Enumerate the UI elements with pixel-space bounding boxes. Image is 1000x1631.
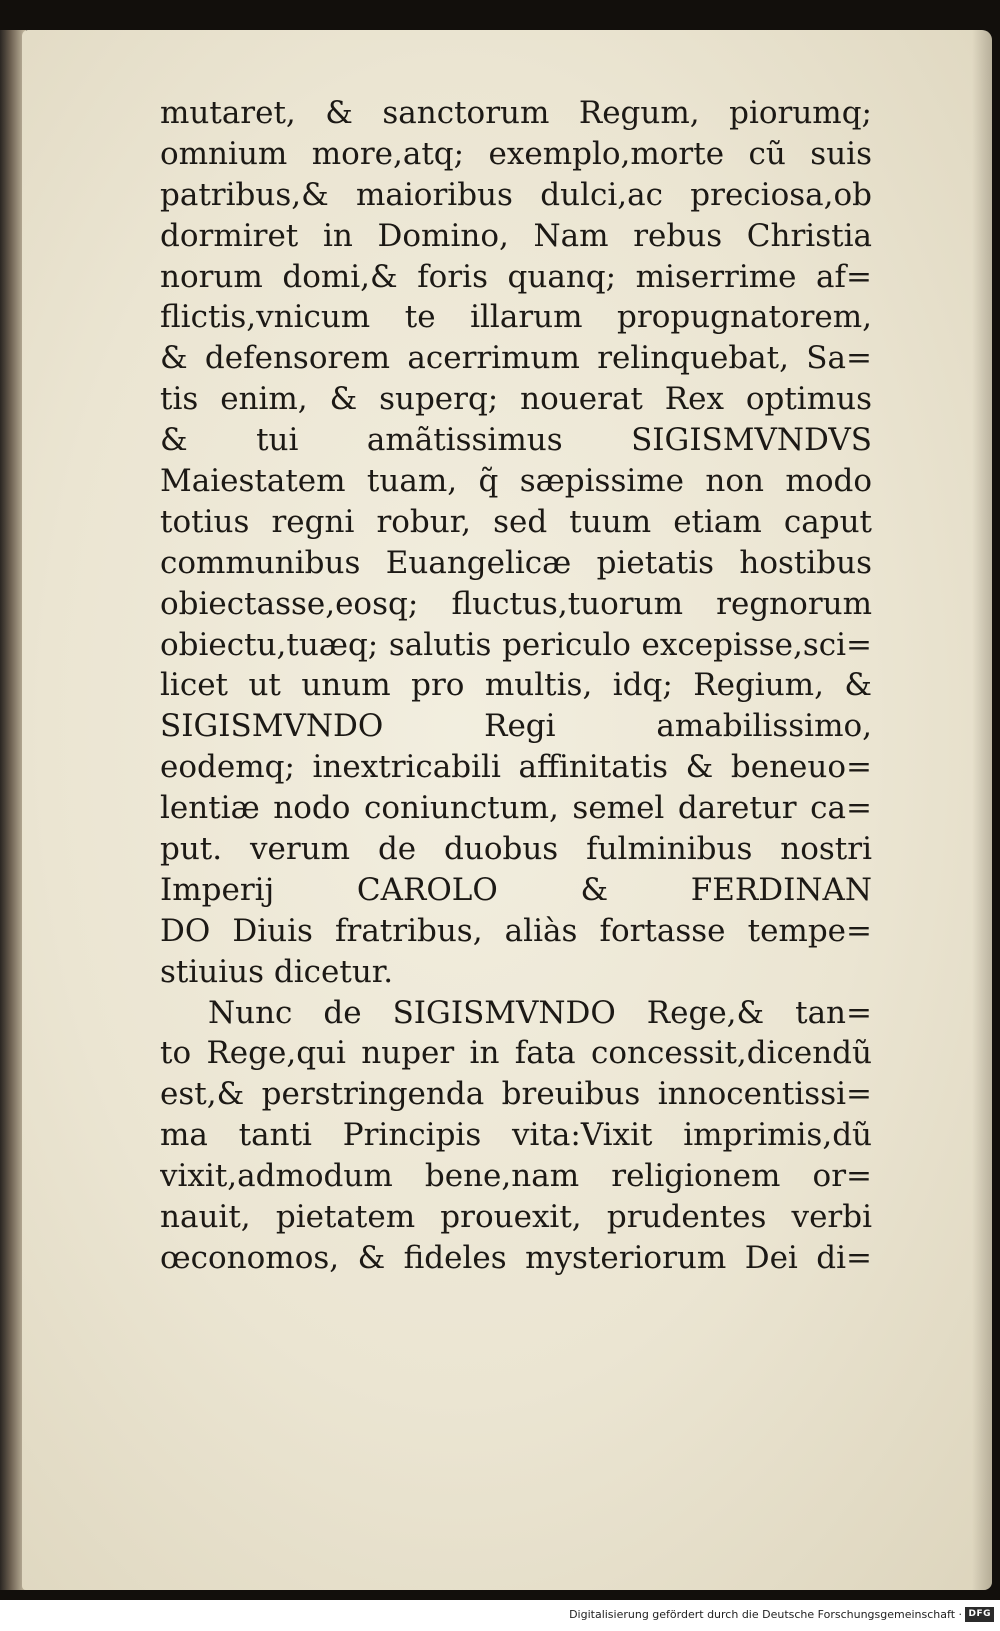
- text-line: est,& perstringenda breuibus innocentissi=: [160, 1076, 872, 1113]
- text-line: DO Diuis fratribus, aliàs fortasse tempe=: [160, 912, 872, 949]
- dfg-logo: DFG: [965, 1607, 994, 1622]
- text-line: to Rege,qui nuper in fata concessit,dicendũ: [160, 1035, 872, 1072]
- text-line: obiectu,tuæq; salutis periculo excepisse,sci=: [160, 626, 872, 663]
- text-line: mutaret, & sanctorum Regum, piorumq;: [160, 95, 872, 131]
- text-line: stiuius dicetur.: [160, 953, 394, 990]
- text-line: Imperij CAROLO & FERDINAN: [160, 871, 872, 908]
- text-line: lentiæ nodo coniunctum, semel daretur ca=: [160, 790, 872, 827]
- text-line: & defensorem acerrimum relinquebat, Sa=: [160, 340, 872, 377]
- text-line: vixit,admodum bene,nam religionem or=: [160, 1158, 872, 1195]
- text-line: dormiret in Domino, Nam rebus Christia: [160, 217, 872, 254]
- text-line: patribus,& maioribus dulci,ac preciosa,ob: [160, 176, 872, 213]
- text-line: SIGISMVNDO Regi amabilissimo,: [160, 708, 872, 745]
- text-line: omnium more,atq; exemplo,morte cũ suis: [160, 135, 872, 172]
- footer-bar: [0, 1600, 1000, 1631]
- text-line: norum domi,& foris quanq; miserrime af=: [160, 258, 872, 295]
- text-line: licet ut unum pro multis, idq; Regium, &: [160, 667, 872, 704]
- text-line: ma tanti Principis vita:Vixit imprimis,dũ: [160, 1117, 872, 1154]
- text-line: œconomos, & fideles mysteriorum Dei di=: [160, 1239, 872, 1276]
- text-line: & tui amãtissimus SIGISMVNDVS: [160, 422, 872, 459]
- page-edge-shadow: [972, 30, 992, 1590]
- text-line: eodemq; inextricabili affinitatis & beneuo=: [160, 749, 872, 786]
- text-line: Maiestatem tuam, q̃ sæpissime non modo: [160, 463, 872, 500]
- text-line: put. verum de duobus fulminibus nostri: [160, 831, 872, 868]
- text-line: Nunc de SIGISMVNDO Rege,& tan=: [208, 994, 872, 1031]
- page-text: [160, 93, 872, 1279]
- text-line: nauit, pietatem prouexit, prudentes verbi: [160, 1199, 872, 1236]
- text-line: tis enim, & superq; nouerat Rex optimus: [160, 381, 872, 418]
- digitization-credit: Digitalisierung gefördert durch die Deutsche Forschungsgemeinschaft ·: [569, 1608, 962, 1621]
- text-line: totius regni robur, sed tuum etiam caput: [160, 503, 872, 540]
- text-line: obiectasse,eosq; fluctus,tuorum regnorum: [160, 585, 872, 622]
- text-line: communibus Euangelicæ pietatis hostibus: [160, 544, 872, 581]
- text-line: flictis,vnicum te illarum propugnatorem,: [160, 299, 872, 336]
